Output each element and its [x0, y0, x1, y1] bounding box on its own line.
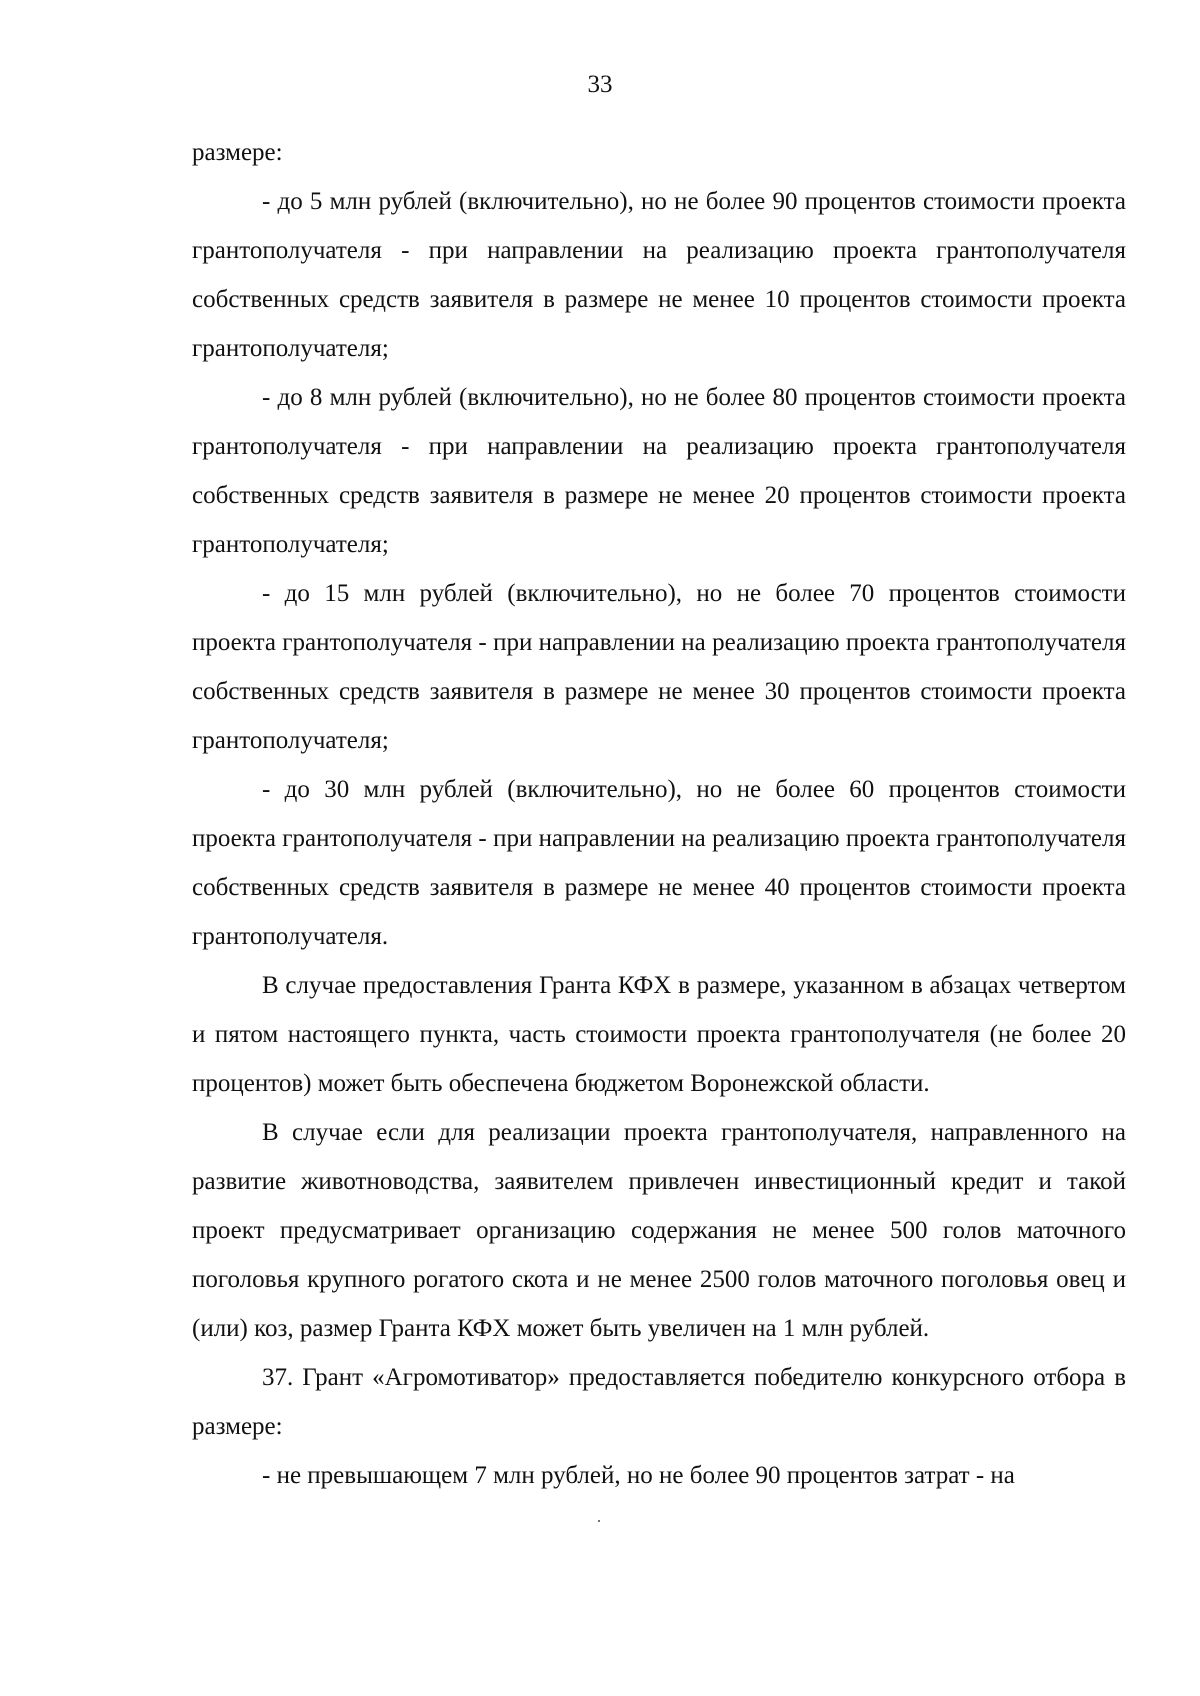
paragraph: - до 30 млн рублей (включительно), но не более 60 процентов стоимости проекта грантополучателя - при направлении на реализацию проекта грантополучателя собственных средств заявителя в размере не менее 40 процентов стоимости проекта грантополучателя. — [192, 776, 1126, 950]
paragraph: - до 15 млн рублей (включительно), но не более 70 процентов стоимости проекта грантополучателя - при направлении на реализацию проекта грантополучателя собственных средств заявителя в размере не менее 30 процентов стоимости проекта грантополучателя; — [192, 580, 1126, 754]
paragraph: - не превышающем 7 млн рублей, но не более 90 процентов затрат - на — [262, 1462, 1015, 1489]
scan-speck — [598, 1520, 600, 1522]
paragraph: размере: — [192, 139, 283, 166]
document-body — [192, 128, 1126, 1500]
page-number: 33 — [587, 71, 613, 98]
paragraph: В случае предоставления Гранта КФХ в размере, указанном в абзацах четвертом и пятом настоящего пункта, часть стоимости проекта грантополучателя (не более 20 процентов) может быть обеспечена бюджетом Воронежской области. — [192, 972, 1126, 1097]
paragraph: 37. Грант «Агромотиватор» предоставляется победителю конкурсного отбора в размере: — [192, 1364, 1126, 1440]
paragraph: В случае если для реализации проекта грантополучателя, направленного на развитие животноводства, заявителем привлечен инвестиционный кредит и такой проект предусматривает организацию содержания не менее 500 голов маточного поголовья крупного рогатого скота и не менее 2500 голов маточного поголовья овец и (или) коз, размер Гранта КФХ может быть увеличен на 1 млн рублей. — [192, 1119, 1126, 1342]
paragraph: - до 5 млн рублей (включительно), но не более 90 процентов стоимости проекта грантополучателя - при направлении на реализацию проекта грантополучателя собственных средств заявителя в размере не менее 10 процентов стоимости проекта грантополучателя; — [192, 188, 1126, 362]
paragraph: - до 8 млн рублей (включительно), но не более 80 процентов стоимости проекта грантополучателя - при направлении на реализацию проекта грантополучателя собственных средств заявителя в размере не менее 20 процентов стоимости проекта грантополучателя; — [192, 384, 1126, 558]
